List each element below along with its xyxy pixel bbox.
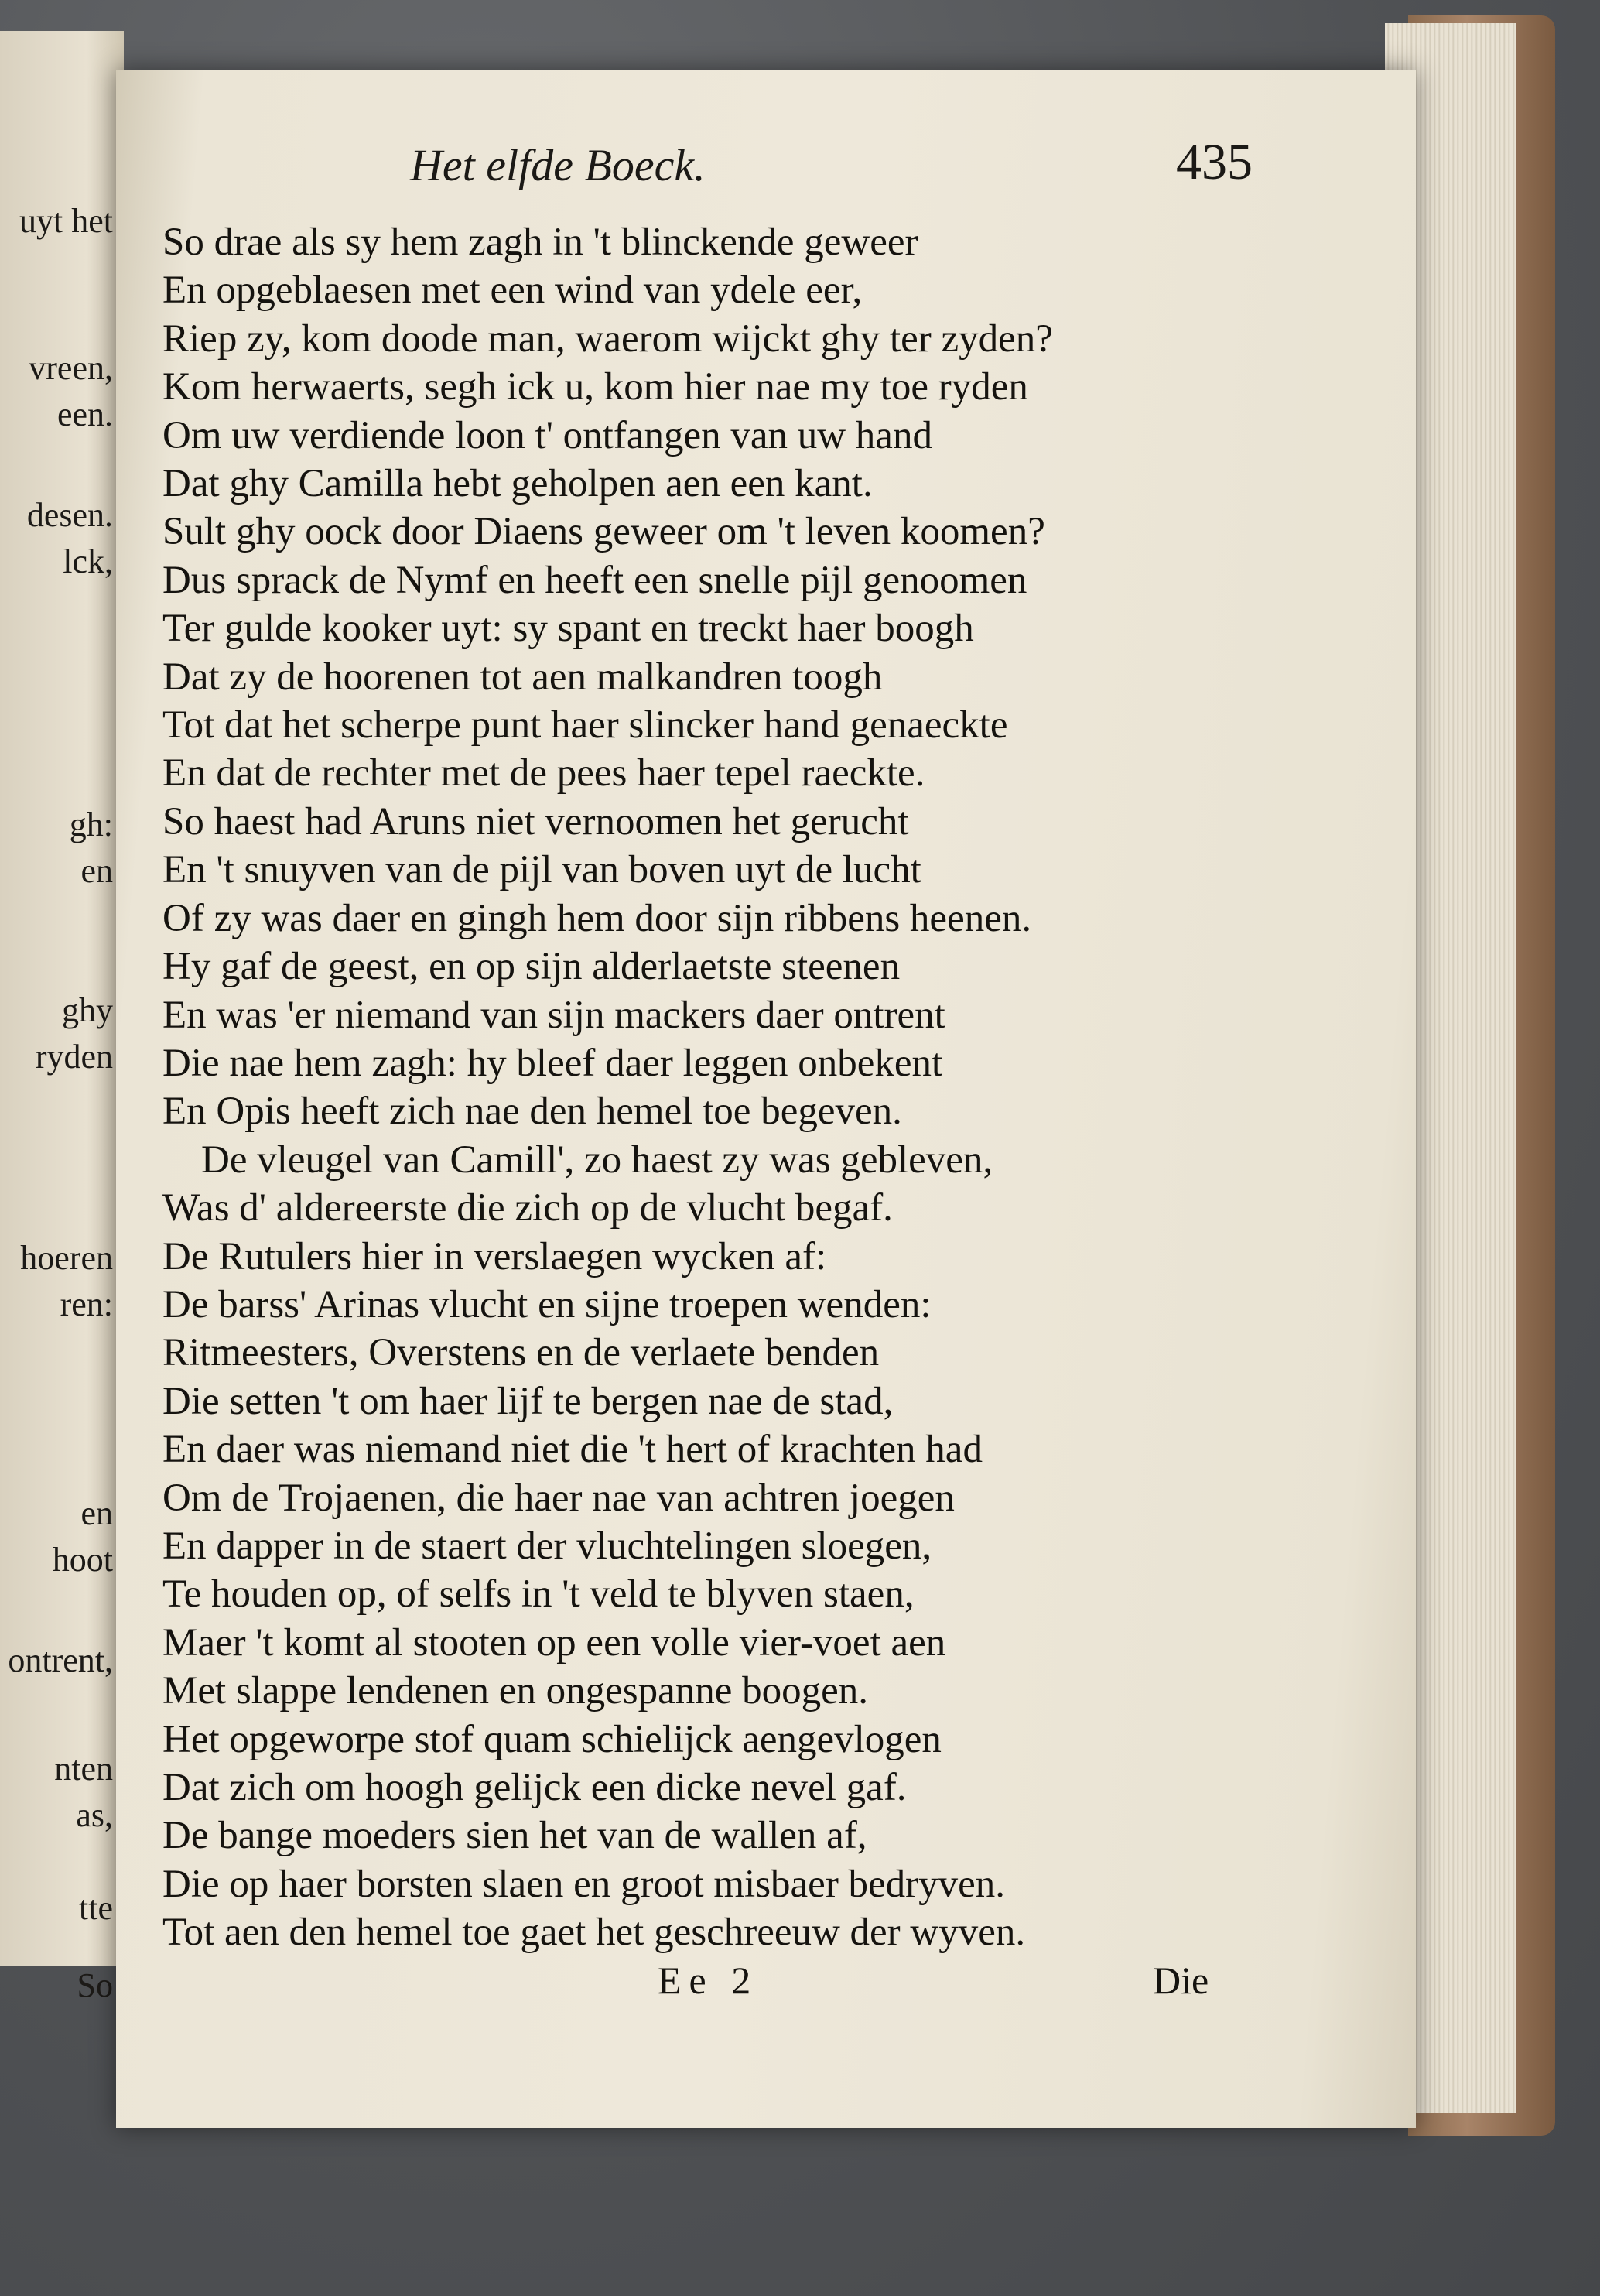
verse-line: En opgeblaesen met een wind van ydele eer,: [162, 269, 863, 313]
left-page-fragment: desen.: [26, 496, 113, 534]
left-page-fragment: en: [80, 1494, 113, 1532]
verse-line: De Rutulers hier in verslaegen wycken af:: [162, 1234, 827, 1278]
verse-line: Ritmeesters, Overstens en de verlaete benden: [162, 1331, 880, 1375]
verse-line: De vleugel van Camill', zo haest zy was gebleven,: [201, 1138, 993, 1182]
verse-line: De barss' Arinas vlucht en sijne troepen wenden:: [162, 1282, 932, 1326]
left-page-fragment: uyt het: [19, 202, 113, 240]
verse-line: Dat zy de hoorenen tot aen malkandren toogh: [162, 655, 883, 699]
verse-line: Tot aen den hemel toe gaet het geschreeuw der wyven.: [162, 1911, 1026, 1955]
verse-line: Hy gaf de geest, en op sijn alderlaetste steenen: [162, 945, 901, 989]
verse-line: Met slappe lendenen en ongespanne boogen.: [162, 1669, 869, 1713]
left-page-fragment: een.: [56, 395, 113, 433]
verse-line: Of zy was daer en gingh hem door sijn ribbens heenen.: [162, 896, 1032, 940]
verse-line: Dus sprack de Nymf en heeft een snelle pijl genoomen: [162, 558, 1027, 602]
left-page-fragment: ryden: [35, 1038, 113, 1076]
verse-line: En daer was niemand niet die 't hert of krachten had: [162, 1428, 983, 1472]
verse-line: Tot dat het scherpe punt haer slincker hand genaeckte: [162, 703, 1008, 748]
verse-line: Dat zich om hoogh gelijck een dicke nevel gaf.: [162, 1766, 907, 1809]
verse-line: Het opgeworpe stof quam schielijck aengevlogen: [162, 1717, 942, 1761]
left-page-fragment: hoot: [52, 1541, 113, 1579]
signature-mark: Ee 2: [658, 1959, 759, 2002]
left-page-fragment: vreen,: [29, 349, 113, 387]
left-page-fragment: ren:: [60, 1285, 113, 1323]
left-page-fragment: tte: [79, 1889, 113, 1927]
verse-line: En 't snuyven van de pijl van boven uyt de lucht: [162, 848, 921, 892]
left-page-fragment: hoeren: [20, 1239, 113, 1277]
verse-line: Was d' aldereerste die zich op de vlucht begaf.: [162, 1186, 893, 1230]
running-head: Het elfde Boeck.: [410, 140, 706, 190]
verse-line: Die setten 't om haer lijf te bergen nae de stad,: [162, 1379, 894, 1423]
verse-line: Die op haer borsten slaen en groot misbaer bedryven.: [162, 1862, 1006, 1906]
verse-line: So drae als sy hem zagh in 't blinckende geweer: [162, 221, 918, 264]
verse-line: En dapper in de staert der vluchtelingen sloegen,: [162, 1524, 932, 1568]
verse-line: Die nae hem zagh: hy bleef daer leggen onbekent: [162, 1041, 943, 1085]
verse-line: Sult ghy oock door Diaens geweer om 't leven koomen?: [162, 510, 1045, 554]
page-number: 435: [1176, 134, 1253, 190]
catchword: Die: [1153, 1959, 1209, 2002]
verse-line: Om uw verdiende loon t' ontfangen van uw hand: [162, 413, 932, 457]
verse-line: Riep zy, kom doode man, waerom wijckt ghy ter zyden?: [162, 317, 1053, 361]
verse-line: Om de Trojaenen, die haer nae van achtren joegen: [162, 1476, 955, 1520]
verse-line: So haest had Aruns niet vernoomen het gerucht: [162, 799, 909, 843]
left-page-fragment: ghy: [62, 991, 113, 1029]
left-page-fragment: nten: [54, 1750, 113, 1788]
verse-line: Dat ghy Camilla hebt geholpen aen een kant.: [162, 462, 873, 506]
left-page-fragment: en: [80, 852, 113, 890]
verse-line: Te houden op, of selfs in 't veld te blyven staen,: [162, 1572, 915, 1617]
left-page-fragment: So: [77, 1966, 113, 2004]
verse-line: Kom herwaerts, segh ick u, kom hier nae my toe ryden: [162, 365, 1028, 409]
left-page-fragment: as,: [76, 1796, 113, 1834]
verse-line: Maer 't komt al stooten op een volle vier-voet aen: [162, 1620, 946, 1665]
verse-line: De bange moeders sien het van de wallen af,: [162, 1814, 867, 1858]
verse-text: [162, 218, 1292, 1957]
verse-line: En Opis heeft zich nae den hemel toe begeven.: [162, 1090, 902, 1134]
left-page-fragment: gh:: [69, 806, 113, 843]
verse-line: En was 'er niemand van sijn mackers daer ontrent: [162, 993, 945, 1037]
left-page-fragment: ontrent,: [8, 1641, 113, 1679]
verse-line: En dat de rechter met de pees haer tepel raeckte.: [162, 751, 925, 796]
facing-left-page: [0, 31, 124, 2004]
left-page-fragment: lck,: [63, 542, 113, 580]
verse-line: Ter gulde kooker uyt: sy spant en treckt haer boogh: [162, 607, 974, 651]
